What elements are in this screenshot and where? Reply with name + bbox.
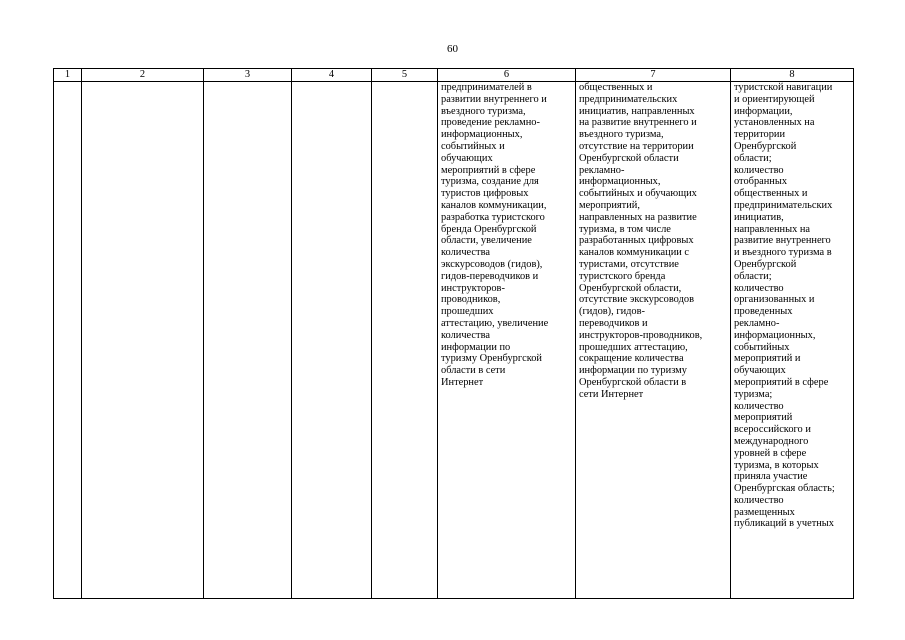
cell-col-7: общественных и предпринимательских инициатив, направленных на развитие внутреннего и въездного туризма, отсутствие на территории Оренбургской области рекламно- информационных, событийных и обучающих мероприятий, направленных на развитие туризма, в том числе разработанных цифровых каналов коммуникации с туристами, отсутствие туристского бренда Оренбургской области, отсутствие экскурсоводов (гидов), гидов- переводчиков и инструкторов-проводников, прошедших аттестацию, сокращение количества информации по туризму Оренбургской области в сети Интернет <box>576 82 731 599</box>
table-row <box>54 82 854 599</box>
column-header-5: 5 <box>372 69 438 82</box>
cell-col-1 <box>54 82 82 599</box>
cell-col-6: предпринимателей в развитии внутреннего и въездного туризма, проведение рекламно- информационных, событийных и обучающих мероприятий в сфере туризма, создание для туристов цифровых каналов коммуникации, разработка туристского бренда Оренбургской области, увеличение количества экскурсоводов (гидов), гидов-переводчиков и инструкторов- проводников, прошедших аттестацию, увеличение количества информации по туризму Оренбургской области в сети Интернет <box>438 82 576 599</box>
column-header-2: 2 <box>82 69 204 82</box>
cell-col-2 <box>82 82 204 599</box>
cell-col-5 <box>372 82 438 599</box>
cell-col-8: туристской навигации и ориентирующей информации, установленных на территории Оренбургской области; количество отобранных общественных и предпринимательских инициатив, направленных на развитие внутреннего и въездного туризма в Оренбургской области; количество организованных и проведенных рекламно- информационных, событийных мероприятий и обучающих мероприятий в сфере туризма; количество мероприятий всероссийского и международного уровней в сфере туризма, в которых приняла участие Оренбургская область; количество размещенных публикаций в учетных <box>731 82 854 599</box>
cell-col-3 <box>204 82 292 599</box>
table-header-row <box>54 69 854 82</box>
column-header-3: 3 <box>204 69 292 82</box>
document-table <box>53 68 854 599</box>
page-number: 60 <box>447 43 458 55</box>
column-header-7: 7 <box>576 69 731 82</box>
column-header-6: 6 <box>438 69 576 82</box>
column-header-1: 1 <box>54 69 82 82</box>
column-header-4: 4 <box>292 69 372 82</box>
column-header-8: 8 <box>731 69 854 82</box>
cell-col-4 <box>292 82 372 599</box>
